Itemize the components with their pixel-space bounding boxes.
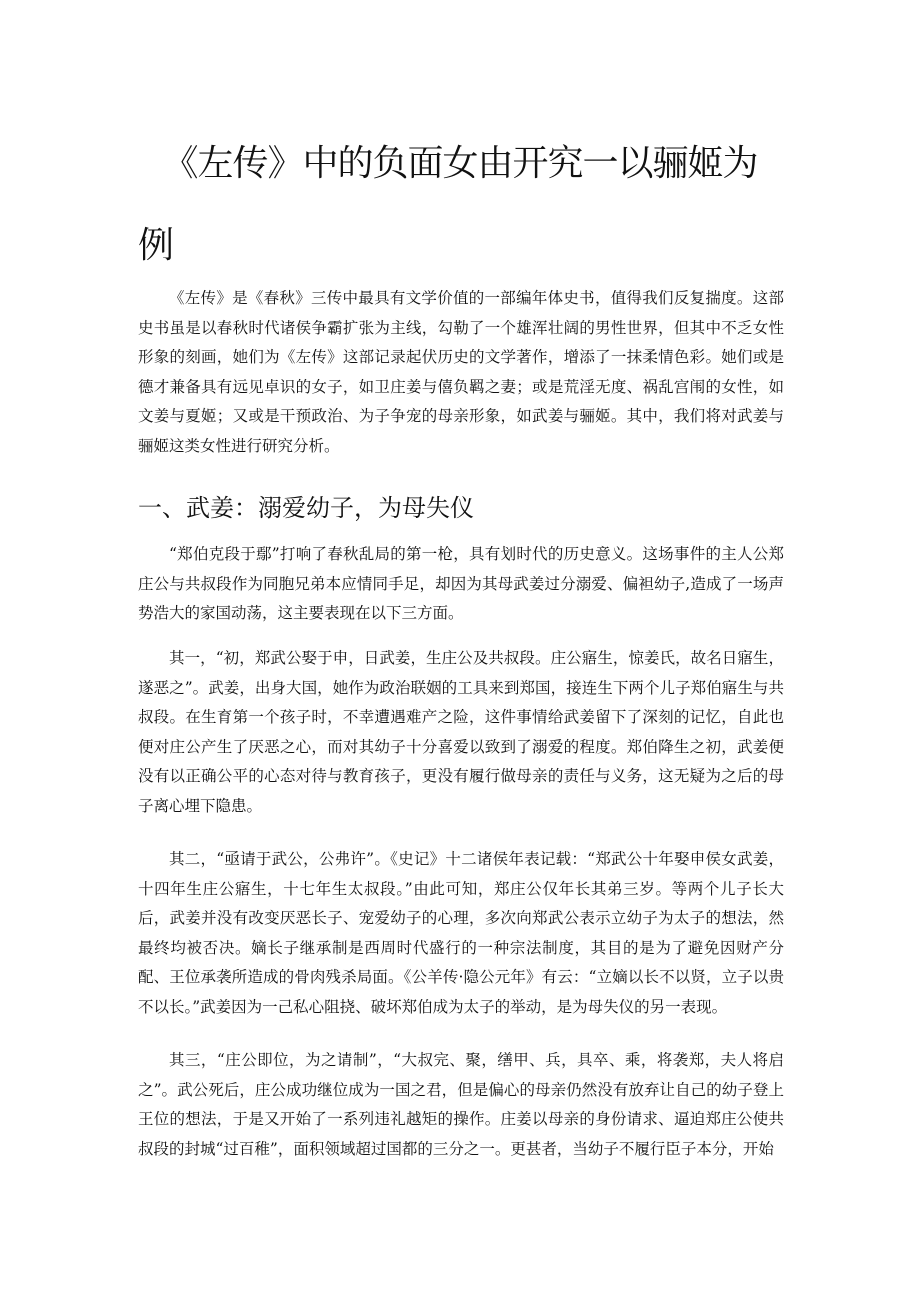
section-heading: 一、武姜：溺爱幼子，为母失仪 xyxy=(138,494,474,522)
document-title: 《左传》中的负面女由开究一以骊姬为 xyxy=(162,143,758,184)
document-title-continued: 例 xyxy=(138,225,175,266)
body-paragraph: “郑伯克段于鄢”打响了春秋乱局的第一枪，具有划时代的历史意义。这场事件的主人公郑庄公与共叔段作为同胞兄弟本应情同手足，却因为其母武姜过分溺爱、偏袒幼子,造成了一场声势浩大的家国动荡，这主要表现在以下三方面。 xyxy=(138,545,784,622)
intro-paragraph: 《左传》是《春秋》三传中最具有文学价值的一部编年体史书，值得我们反复揣度。这部史书虽是以春秋时代诸侯争霸扩张为主线，勾勒了一个雄浑壮阔的男性世界，但其中不乏女性形象的刻画，她们为《左传》这部记录起伏历史的文学著作，增添了一抹柔情色彩。她们或是德才兼备具有远见卓识的女子，如卫庄姜与僖负羁之妻；或是荒淫无度、祸乱宫闱的女性，如文姜与夏姬；又或是干预政治、为子争宠的母亲形象，如武姜与骊姬。其中，我们将对武姜与骊姬这类女性进行研究分析。 xyxy=(138,289,784,455)
body-paragraph: 其三，“庄公即位，为之请制”，“大叔完、聚，缮甲、兵，具卒、乘，将袭郑，夫人将启之”。武公死后，庄公成功继位成为一国之君，但是偏心的母亲仍然没有放弃让自己的幼子登上王位的想法，于是又开始了一系列违礼越矩的操作。庄姜以母亲的身份请求、逼迫郑庄公使共叔段的封城“过百稚”，面积领域超过国都的三分之一。更甚者，当幼子不履行臣子本分，开始 xyxy=(138,1051,784,1158)
body-paragraph: 其一，“初，郑武公娶于申，日武姜，生庄公及共叔段。庄公寤生，惊姜氏，故名日寤生，遂恶之”。武姜，出身大国，她作为政治联姻的工具来到郑国，接连生下两个儿子郑伯寤生与共叔段。在生育第一个孩子时，不幸遭遇难产之险，这件事情给武姜留下了深刻的记忆，自此也便对庄公产生了厌恶之心，而对其幼子十分喜爱以致到了溺爱的程度。郑伯降生之初，武姜便没有以正确公平的心态对待与教育孩子，更没有履行做母亲的责任与义务，这无疑为之后的母子离心埋下隐患。 xyxy=(138,649,784,815)
body-paragraph: 其二，“亟请于武公，公弗许”。《史记》十二诸侯年表记载：“郑武公十年娶申侯女武姜，十四年生庄公寤生，十七年生太叔段。”由此可知，郑庄公仅年长其弟三岁。等两个儿子长大后，武姜并没有改变厌恶长子、宠爱幼子的心理，多次向郑武公表示立幼子为太子的想法，然最终均被否决。嫡长子继承制是西周时代盛行的一种宗法制度，其目的是为了避免因财产分配、王位承袭所造成的骨肉残杀局面。《公羊传·隐公元年》有云：“立嫡以长不以贤，立子以贵不以长。”武姜因为一己私心阻挠、破坏郑伯成为太子的举动，是为母失仪的另一表现。 xyxy=(138,850,784,1016)
